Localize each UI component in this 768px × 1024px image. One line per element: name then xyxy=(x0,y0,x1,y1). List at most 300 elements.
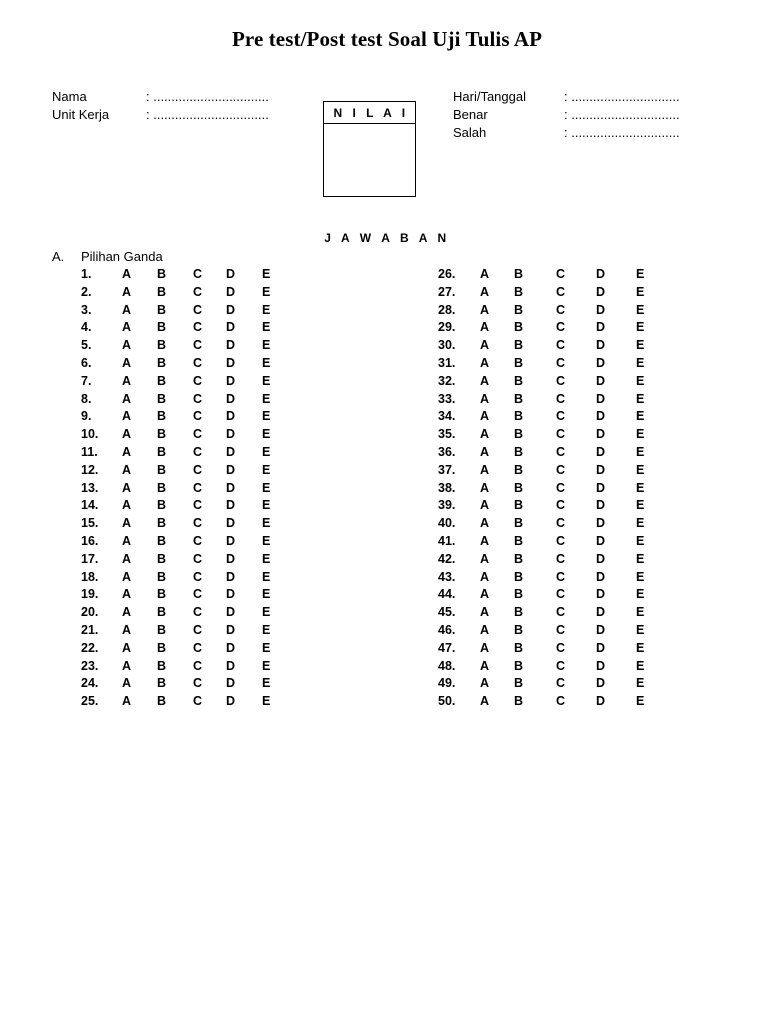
option-e[interactable]: E xyxy=(636,694,645,709)
option-b[interactable]: B xyxy=(514,623,524,637)
option-c[interactable]: C xyxy=(556,623,566,637)
option-d[interactable]: D xyxy=(596,640,606,655)
option-d[interactable]: D xyxy=(226,587,236,602)
option-e[interactable]: E xyxy=(262,534,271,548)
question-number: 6. xyxy=(81,356,92,370)
option-d[interactable]: D xyxy=(596,462,606,477)
option-a[interactable]: A xyxy=(480,427,490,442)
option-c[interactable]: C xyxy=(193,373,203,388)
option-e[interactable]: E xyxy=(636,498,645,513)
question-number: 33. xyxy=(438,391,456,406)
option-b[interactable]: B xyxy=(514,516,524,531)
option-a[interactable]: A xyxy=(480,587,490,602)
option-c[interactable]: C xyxy=(193,658,203,673)
option-a[interactable]: A xyxy=(480,516,490,531)
option-c[interactable]: C xyxy=(193,462,203,477)
page-title: Pre test/Post test Soal Uji Tulis AP xyxy=(231,27,543,51)
option-d[interactable]: D xyxy=(226,694,236,709)
option-b[interactable]: B xyxy=(157,551,167,566)
option-e[interactable]: E xyxy=(636,551,645,566)
option-a[interactable]: A xyxy=(480,623,490,637)
option-d[interactable]: D xyxy=(226,640,236,655)
option-a[interactable]: A xyxy=(480,284,490,299)
option-c[interactable]: C xyxy=(556,356,566,370)
option-b[interactable]: B xyxy=(157,498,167,513)
option-b[interactable]: B xyxy=(157,480,167,495)
option-e[interactable]: E xyxy=(636,516,645,531)
option-e[interactable]: E xyxy=(262,640,271,655)
option-e[interactable]: E xyxy=(636,409,645,424)
option-c[interactable]: C xyxy=(556,587,566,602)
option-b[interactable]: B xyxy=(157,267,167,281)
question-row xyxy=(0,391,700,409)
option-a[interactable]: A xyxy=(122,480,132,495)
option-a[interactable]: A xyxy=(480,302,490,317)
option-e[interactable]: E xyxy=(262,676,271,691)
option-c[interactable]: C xyxy=(193,338,203,353)
field-salah-value: : .............................. xyxy=(564,125,680,140)
option-d[interactable]: D xyxy=(226,445,236,459)
question-row xyxy=(0,355,700,373)
option-a[interactable]: A xyxy=(122,409,132,424)
option-a[interactable]: A xyxy=(122,569,132,584)
option-e[interactable]: E xyxy=(262,569,271,584)
option-e[interactable]: E xyxy=(262,427,271,442)
question-number: 31. xyxy=(438,356,456,370)
question-number: 26. xyxy=(438,267,456,281)
option-c[interactable]: C xyxy=(556,676,566,691)
option-c[interactable]: C xyxy=(193,320,203,335)
option-d[interactable]: D xyxy=(226,658,236,673)
option-d[interactable]: D xyxy=(226,338,236,353)
option-c[interactable]: C xyxy=(193,302,203,317)
option-a[interactable]: A xyxy=(480,373,490,388)
option-b[interactable]: B xyxy=(157,320,167,335)
option-c[interactable]: C xyxy=(556,338,566,353)
question-row xyxy=(0,569,700,587)
option-e[interactable]: E xyxy=(636,569,645,584)
field-salah-label: Salah xyxy=(453,125,487,140)
option-e[interactable]: E xyxy=(262,605,271,620)
option-b[interactable]: B xyxy=(514,356,524,370)
option-a[interactable]: A xyxy=(480,356,490,370)
question-number: 21. xyxy=(81,623,99,637)
option-b[interactable]: B xyxy=(157,302,167,317)
question-row xyxy=(0,604,700,622)
question-number: 30. xyxy=(438,338,456,353)
option-e[interactable]: E xyxy=(262,356,271,370)
option-a[interactable]: A xyxy=(122,391,132,406)
option-b[interactable]: B xyxy=(157,427,167,442)
option-e[interactable]: E xyxy=(636,462,645,477)
question-number: 17. xyxy=(81,551,99,566)
option-c[interactable]: C xyxy=(556,302,566,317)
option-e[interactable]: E xyxy=(636,534,645,548)
option-c[interactable]: C xyxy=(193,676,203,691)
option-d[interactable]: D xyxy=(596,516,606,531)
option-a[interactable]: A xyxy=(122,356,132,370)
option-b[interactable]: B xyxy=(157,284,167,299)
option-e[interactable]: E xyxy=(636,373,645,388)
option-e[interactable]: E xyxy=(262,320,271,335)
question-number: 32. xyxy=(438,373,456,388)
option-a[interactable]: A xyxy=(122,605,132,620)
option-b[interactable]: B xyxy=(157,534,167,548)
option-c[interactable]: C xyxy=(556,551,566,566)
option-d[interactable]: D xyxy=(596,338,606,353)
option-e[interactable]: E xyxy=(262,623,271,637)
option-e[interactable]: E xyxy=(636,640,645,655)
option-c[interactable]: C xyxy=(556,284,566,299)
option-c[interactable]: C xyxy=(193,534,203,548)
option-a[interactable]: A xyxy=(122,320,132,335)
option-c[interactable]: C xyxy=(193,516,203,531)
option-e[interactable]: E xyxy=(262,391,271,406)
option-d[interactable]: D xyxy=(226,373,236,388)
option-b[interactable]: B xyxy=(514,587,524,602)
option-a[interactable]: A xyxy=(122,658,132,673)
option-a[interactable]: A xyxy=(122,498,132,513)
option-d[interactable]: D xyxy=(596,623,606,637)
option-c[interactable]: C xyxy=(556,516,566,531)
option-e[interactable]: E xyxy=(262,516,271,531)
option-a[interactable]: A xyxy=(122,462,132,477)
option-e[interactable]: E xyxy=(636,427,645,442)
option-b[interactable]: B xyxy=(157,445,167,459)
option-c[interactable]: C xyxy=(193,551,203,566)
option-d[interactable]: D xyxy=(226,516,236,531)
option-b[interactable]: B xyxy=(514,498,524,513)
option-a[interactable]: A xyxy=(480,694,490,709)
option-d[interactable]: D xyxy=(596,658,606,673)
option-a[interactable]: A xyxy=(480,640,490,655)
option-b[interactable]: B xyxy=(157,640,167,655)
option-b[interactable]: B xyxy=(514,409,524,424)
option-c[interactable]: C xyxy=(193,391,203,406)
option-e[interactable]: E xyxy=(262,587,271,602)
question-number: 50. xyxy=(438,694,456,709)
option-d[interactable]: D xyxy=(596,498,606,513)
option-c[interactable]: C xyxy=(556,462,566,477)
question-number: 2. xyxy=(81,284,92,299)
option-a[interactable]: A xyxy=(480,338,490,353)
option-c[interactable]: C xyxy=(556,694,566,709)
option-e[interactable]: E xyxy=(636,587,645,602)
question-row xyxy=(0,622,700,640)
option-c[interactable]: C xyxy=(193,480,203,495)
field-unit-kerja xyxy=(52,106,292,124)
option-a[interactable]: A xyxy=(122,284,132,299)
option-d[interactable]: D xyxy=(596,391,606,406)
option-a[interactable]: A xyxy=(122,623,132,637)
option-c[interactable]: C xyxy=(556,427,566,442)
option-b[interactable]: B xyxy=(157,409,167,424)
option-a[interactable]: A xyxy=(122,427,132,442)
option-b[interactable]: B xyxy=(514,284,524,299)
question-number: 40. xyxy=(438,516,456,531)
option-b[interactable]: B xyxy=(514,338,524,353)
option-a[interactable]: A xyxy=(480,658,490,673)
option-c[interactable]: C xyxy=(556,445,566,459)
question-number: 19. xyxy=(81,587,99,602)
option-a[interactable]: A xyxy=(122,267,132,281)
option-d[interactable]: D xyxy=(596,267,606,281)
option-c[interactable]: C xyxy=(556,373,566,388)
option-e[interactable]: E xyxy=(636,356,645,370)
question-number: 11. xyxy=(81,445,98,459)
option-e[interactable]: E xyxy=(262,658,271,673)
option-a[interactable]: A xyxy=(122,551,132,566)
option-a[interactable]: A xyxy=(122,516,132,531)
option-e[interactable]: E xyxy=(636,445,645,459)
option-b[interactable]: B xyxy=(157,587,167,602)
question-number: 4. xyxy=(81,320,92,335)
option-d[interactable]: D xyxy=(226,320,236,335)
field-hari-tanggal-value: : .............................. xyxy=(564,89,680,104)
option-a[interactable]: A xyxy=(480,320,490,335)
option-e[interactable]: E xyxy=(636,480,645,495)
option-c[interactable]: C xyxy=(193,605,203,620)
option-b[interactable]: B xyxy=(514,427,524,442)
option-c[interactable]: C xyxy=(556,569,566,584)
option-c[interactable]: C xyxy=(193,427,203,442)
option-c[interactable]: C xyxy=(556,658,566,673)
option-e[interactable]: E xyxy=(636,391,645,406)
option-c[interactable]: C xyxy=(556,498,566,513)
option-a[interactable]: A xyxy=(480,551,490,566)
option-d[interactable]: D xyxy=(596,356,606,370)
option-d[interactable]: D xyxy=(226,623,236,637)
option-d[interactable]: D xyxy=(596,302,606,317)
question-number: 34. xyxy=(438,409,456,424)
question-number: 9. xyxy=(81,409,92,424)
option-a[interactable]: A xyxy=(122,373,132,388)
option-b[interactable]: B xyxy=(514,640,524,655)
option-b[interactable]: B xyxy=(157,605,167,620)
question-number: 25. xyxy=(81,694,99,709)
option-d[interactable]: D xyxy=(226,551,236,566)
field-benar-value: : .............................. xyxy=(564,107,680,122)
option-b[interactable]: B xyxy=(514,480,524,495)
option-a[interactable]: A xyxy=(122,338,132,353)
option-a[interactable]: A xyxy=(480,462,490,477)
option-c[interactable]: C xyxy=(556,320,566,335)
option-e[interactable]: E xyxy=(262,462,271,477)
option-d[interactable]: D xyxy=(596,551,606,566)
option-b[interactable]: B xyxy=(157,356,167,370)
option-a[interactable]: A xyxy=(480,409,490,424)
question-row xyxy=(0,693,700,711)
option-b[interactable]: B xyxy=(514,694,524,709)
option-d[interactable]: D xyxy=(226,605,236,620)
field-salah xyxy=(453,124,713,142)
option-b[interactable]: B xyxy=(514,605,524,620)
option-d[interactable]: D xyxy=(226,267,236,281)
option-b[interactable]: B xyxy=(157,391,167,406)
option-b[interactable]: B xyxy=(157,462,167,477)
option-b[interactable]: B xyxy=(157,373,167,388)
question-number: 22. xyxy=(81,640,99,655)
option-b[interactable]: B xyxy=(514,676,524,691)
option-c[interactable]: C xyxy=(193,445,203,459)
option-e[interactable]: E xyxy=(262,373,271,388)
option-c[interactable]: C xyxy=(556,267,566,281)
option-a[interactable]: A xyxy=(480,569,490,584)
question-row xyxy=(0,515,700,533)
option-a[interactable]: A xyxy=(122,302,132,317)
option-e[interactable]: E xyxy=(636,605,645,620)
option-b[interactable]: B xyxy=(514,267,524,281)
option-b[interactable]: B xyxy=(514,320,524,335)
option-e[interactable]: E xyxy=(262,694,271,709)
option-d[interactable]: D xyxy=(226,391,236,406)
option-e[interactable]: E xyxy=(262,445,271,459)
question-row xyxy=(0,444,700,462)
option-d[interactable]: D xyxy=(596,373,606,388)
option-d[interactable]: D xyxy=(226,676,236,691)
score-box xyxy=(323,101,416,197)
option-b[interactable]: B xyxy=(514,373,524,388)
option-c[interactable]: C xyxy=(556,480,566,495)
option-a[interactable]: A xyxy=(480,605,490,620)
option-b[interactable]: B xyxy=(157,569,167,584)
option-d[interactable]: D xyxy=(226,480,236,495)
option-e[interactable]: E xyxy=(636,338,645,353)
option-e[interactable]: E xyxy=(636,302,645,317)
option-b[interactable]: B xyxy=(157,658,167,673)
option-a[interactable]: A xyxy=(480,267,490,281)
option-b[interactable]: B xyxy=(514,551,524,566)
option-d[interactable]: D xyxy=(226,569,236,584)
option-c[interactable]: C xyxy=(556,605,566,620)
question-row xyxy=(0,551,700,569)
option-b[interactable]: B xyxy=(157,676,167,691)
option-d[interactable]: D xyxy=(226,302,236,317)
option-b[interactable]: B xyxy=(157,516,167,531)
option-d[interactable]: D xyxy=(596,320,606,335)
option-c[interactable]: C xyxy=(193,623,203,637)
option-e[interactable]: E xyxy=(636,320,645,335)
question-number: 12. xyxy=(81,462,99,477)
option-d[interactable]: D xyxy=(226,498,236,513)
option-b[interactable]: B xyxy=(514,462,524,477)
option-d[interactable]: D xyxy=(226,356,236,370)
question-row xyxy=(0,302,700,320)
option-c[interactable]: C xyxy=(193,267,203,281)
question-number: 14. xyxy=(81,498,99,513)
option-b[interactable]: B xyxy=(514,302,524,317)
option-a[interactable]: A xyxy=(122,694,132,709)
question-number: 38. xyxy=(438,480,456,495)
option-b[interactable]: B xyxy=(514,658,524,673)
option-a[interactable]: A xyxy=(122,445,132,459)
option-a[interactable]: A xyxy=(122,676,132,691)
option-d[interactable]: D xyxy=(596,569,606,584)
option-e[interactable]: E xyxy=(262,551,271,566)
option-c[interactable]: C xyxy=(193,409,203,424)
option-a[interactable]: A xyxy=(480,534,490,548)
question-number: 27. xyxy=(438,284,456,299)
option-c[interactable]: C xyxy=(193,694,203,709)
option-e[interactable]: E xyxy=(262,409,271,424)
option-c[interactable]: C xyxy=(193,356,203,370)
option-d[interactable]: D xyxy=(596,676,606,691)
option-a[interactable]: A xyxy=(480,498,490,513)
option-d[interactable]: D xyxy=(596,284,606,299)
option-d[interactable]: D xyxy=(596,445,606,459)
option-d[interactable]: D xyxy=(226,409,236,424)
option-c[interactable]: C xyxy=(193,284,203,299)
option-c[interactable]: C xyxy=(193,569,203,584)
option-b[interactable]: B xyxy=(514,445,524,459)
option-e[interactable]: E xyxy=(636,676,645,691)
option-d[interactable]: D xyxy=(596,587,606,602)
option-c[interactable]: C xyxy=(556,534,566,548)
option-d[interactable]: D xyxy=(596,694,606,709)
option-e[interactable]: E xyxy=(636,658,645,673)
option-d[interactable]: D xyxy=(596,605,606,620)
option-c[interactable]: C xyxy=(556,391,566,406)
option-b[interactable]: B xyxy=(157,623,167,637)
question-number: 13. xyxy=(81,480,99,495)
option-e[interactable]: E xyxy=(636,284,645,299)
option-e[interactable]: E xyxy=(636,267,645,281)
field-unit-kerja-value: : ................................ xyxy=(146,107,269,122)
option-d[interactable]: D xyxy=(226,427,236,442)
option-a[interactable]: A xyxy=(480,480,490,495)
option-b[interactable]: B xyxy=(514,534,524,548)
question-number: 45. xyxy=(438,605,456,620)
option-c[interactable]: C xyxy=(193,640,203,655)
option-e[interactable]: E xyxy=(262,338,271,353)
option-a[interactable]: A xyxy=(480,676,490,691)
option-e[interactable]: E xyxy=(262,480,271,495)
option-a[interactable]: A xyxy=(480,391,490,406)
option-a[interactable]: A xyxy=(480,445,490,459)
option-b[interactable]: B xyxy=(157,694,167,709)
option-d[interactable]: D xyxy=(596,480,606,495)
option-c[interactable]: C xyxy=(193,587,203,602)
option-d[interactable]: D xyxy=(596,534,606,548)
answers-heading: J A W A B A N xyxy=(324,231,450,245)
option-d[interactable]: D xyxy=(596,427,606,442)
option-a[interactable]: A xyxy=(122,534,132,548)
option-e[interactable]: E xyxy=(262,284,271,299)
option-e[interactable]: E xyxy=(636,623,645,637)
section-label: Pilihan Ganda xyxy=(81,249,163,264)
option-d[interactable]: D xyxy=(226,284,236,299)
option-a[interactable]: A xyxy=(122,587,132,602)
field-benar-label: Benar xyxy=(453,107,488,122)
question-number: 16. xyxy=(81,534,99,548)
option-e[interactable]: E xyxy=(262,498,271,513)
option-c[interactable]: C xyxy=(556,640,566,655)
option-e[interactable]: E xyxy=(262,302,271,317)
option-e[interactable]: E xyxy=(262,267,271,281)
option-d[interactable]: D xyxy=(226,534,236,548)
question-row xyxy=(0,408,700,426)
option-c[interactable]: C xyxy=(193,498,203,513)
option-b[interactable]: B xyxy=(514,569,524,584)
option-b[interactable]: B xyxy=(157,338,167,353)
field-nama-label: Nama xyxy=(52,89,87,104)
option-d[interactable]: D xyxy=(226,462,236,477)
option-a[interactable]: A xyxy=(122,640,132,655)
option-d[interactable]: D xyxy=(596,409,606,424)
option-b[interactable]: B xyxy=(514,391,524,406)
question-row xyxy=(0,266,700,284)
option-c[interactable]: C xyxy=(556,409,566,424)
